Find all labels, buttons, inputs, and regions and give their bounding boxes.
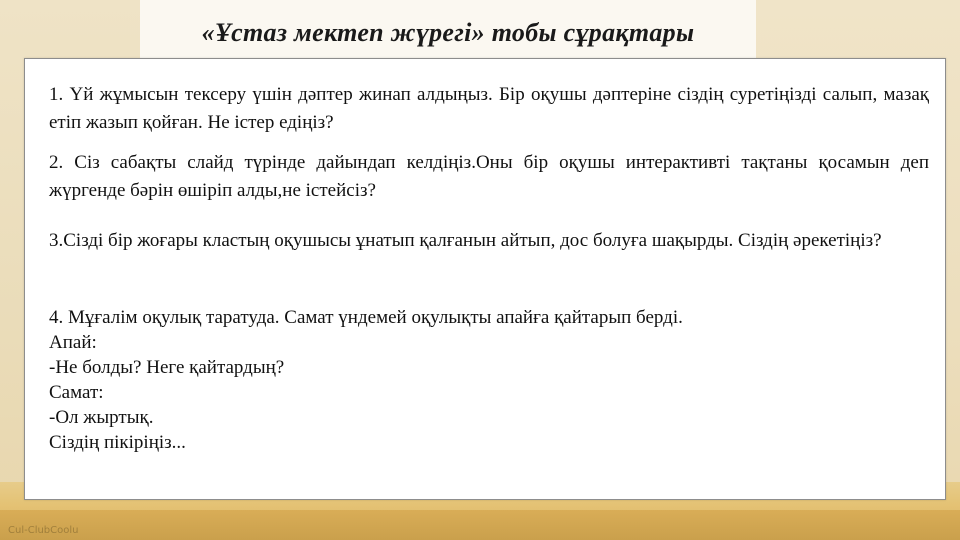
question-3: 3.Сізді бір жоғары кластың оқушысы ұнатып қалғанын айтып, дос болуға шақырды. Сіздің әрекетіңіз? — [49, 230, 882, 251]
question-4-line: 4. Мұғалім оқулық таратуда. Самат үндемей оқулықты апайға қайтарып берді. — [49, 307, 683, 328]
watermark-logo: Cul-ClubCoolu — [8, 525, 79, 536]
question-4-line: Самат: — [49, 382, 104, 403]
questions-card — [24, 58, 946, 500]
question-4 — [49, 305, 929, 455]
question-2: 2. Сіз сабақты слайд түрінде дайындап келдіңіз.Оны бір оқушы интерактивті тақтаны қосамын деп жүргенде бәрін өшіріп алды,не істейсіз? — [49, 152, 929, 201]
question-1: 1. Үй жұмысын тексеру үшін дәптер жинап алдыңыз. Бір оқушы дәптеріне сіздің суретіңізді салып, мазақ етіп жазып қойған. Не істер едіңіз? — [49, 84, 929, 133]
question-4-line: Сіздің пікіріңіз... — [49, 432, 186, 453]
slide-title: «Ұстаз мектеп жүрегі» тобы сұрақтары — [201, 18, 695, 47]
question-4-line: -Ол жыртық. — [49, 407, 154, 428]
question-4-line: -Не болды? Неге қайтардың? — [49, 357, 285, 378]
question-4-line: Апай: — [49, 332, 97, 353]
background-bottom-stripe — [0, 510, 960, 540]
